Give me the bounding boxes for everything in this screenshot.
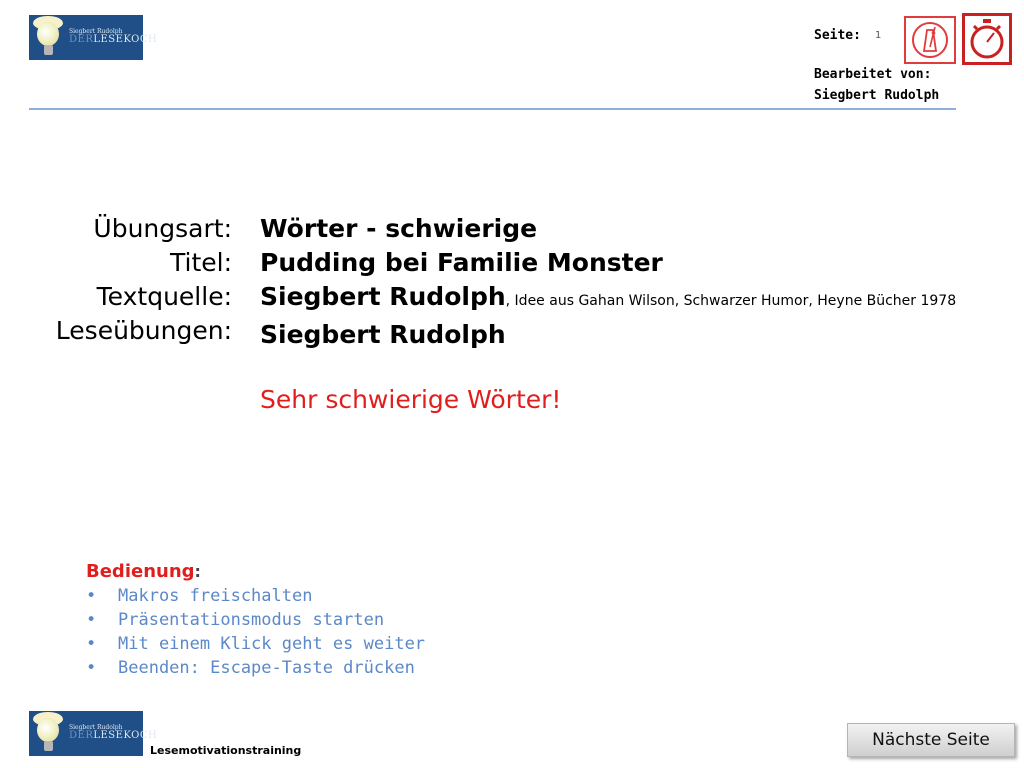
edited-by-name: Siegbert Rudolph xyxy=(814,88,940,103)
info-values xyxy=(260,212,990,352)
edited-by-label: Bearbeitet von: xyxy=(814,67,932,82)
next-page-button[interactable]: Nächste Seite xyxy=(847,723,1015,757)
stopwatch-icon xyxy=(966,17,1008,61)
bedienung-colon: : xyxy=(194,562,201,581)
logo-brand: LESEKOCH xyxy=(93,730,158,742)
value-titel: Pudding bei Familie Monster xyxy=(260,248,663,277)
metronome-icon xyxy=(910,21,950,59)
bullet: • xyxy=(86,610,97,630)
lightbulb-icon xyxy=(33,18,63,58)
page-number: 1 xyxy=(875,30,882,41)
metronome-button[interactable] xyxy=(904,16,956,64)
label-titel: Titel: xyxy=(170,248,232,277)
logo-name: Siegbert Rudolph xyxy=(69,28,123,36)
info-labels xyxy=(20,212,232,348)
value-textquelle-note: , Idee aus Gahan Wilson, Schwarzer Humor, Heyne Bücher 1978 xyxy=(505,293,957,309)
value-leseuebungen: Siegbert Rudolph xyxy=(260,320,506,349)
page-label: Seite: xyxy=(814,28,861,43)
footer-logo xyxy=(29,711,158,756)
value-uebungsart: Wörter - schwierige xyxy=(260,214,538,243)
header-logo xyxy=(29,15,158,60)
logo-brand-prefix: DER xyxy=(69,34,94,46)
stopwatch-button[interactable] xyxy=(962,13,1012,65)
label-textquelle: Textquelle: xyxy=(96,282,232,311)
label-uebungsart: Übungsart: xyxy=(93,214,232,243)
value-textquelle-author: Siegbert Rudolph xyxy=(260,282,506,311)
list-item-text: Präsentationsmodus starten xyxy=(118,610,385,630)
footer-caption: Lesemotivationstraining xyxy=(150,744,302,757)
list-item xyxy=(86,632,425,656)
logo-name: Siegbert Rudolph xyxy=(69,724,123,732)
bullet: • xyxy=(86,634,97,654)
list-item-text: Makros freischalten xyxy=(118,586,313,606)
list-item-text: Beenden: Escape-Taste drücken xyxy=(118,658,415,678)
bullet: • xyxy=(86,586,97,606)
list-item xyxy=(86,608,425,632)
bedienung-title: Bedienung xyxy=(86,561,195,582)
logo-brand-prefix: DER xyxy=(69,730,94,742)
list-item xyxy=(86,584,425,608)
list-item xyxy=(86,656,425,680)
warning-text: Sehr schwierige Wörter! xyxy=(260,385,562,414)
bedienung-list xyxy=(86,584,425,680)
list-item-text: Mit einem Klick geht es weiter xyxy=(118,634,426,654)
logo-brand: LESEKOCH xyxy=(93,34,158,46)
label-leseuebungen: Leseübungen: xyxy=(55,316,232,345)
lightbulb-icon xyxy=(33,714,63,754)
bedienung-section xyxy=(86,561,425,680)
bullet: • xyxy=(86,658,97,678)
header-divider xyxy=(29,108,956,110)
value-textquelle xyxy=(260,280,990,318)
